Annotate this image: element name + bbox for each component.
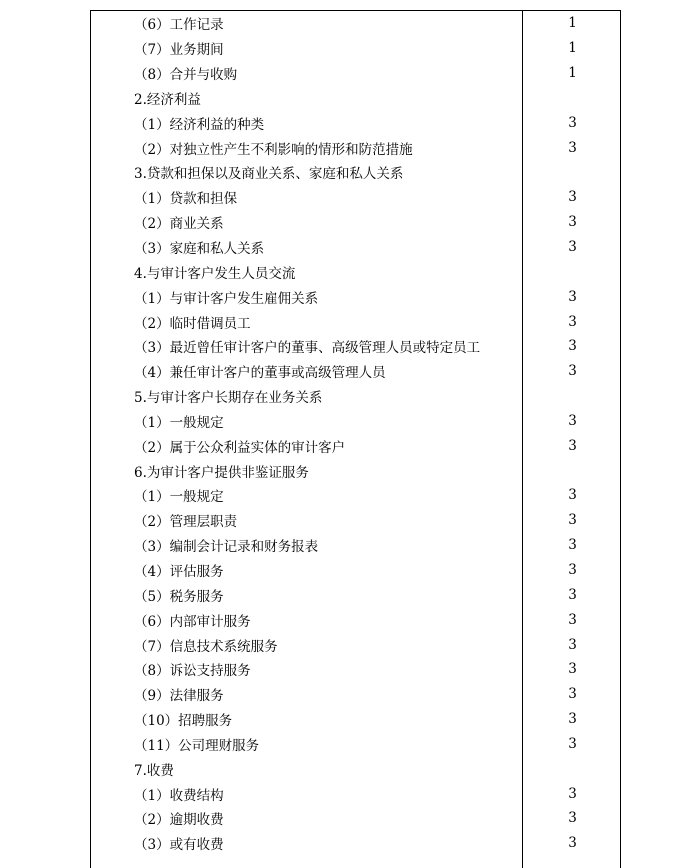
row-level: 3 [568,686,577,703]
row-level: 3 [568,363,577,380]
row-level: 3 [568,313,577,330]
table-row [91,36,620,61]
row-level: 3 [568,561,577,578]
table-row [91,309,620,334]
table-row [91,632,620,657]
table-row [91,458,620,483]
row-content: （2）商业关系 [134,216,224,233]
table-body [91,11,620,856]
row-content: （2）对独立性产生不利影响的情形和防范措施 [134,141,413,158]
row-content: （2）临时借调员工 [134,315,251,332]
row-content: （8）诉讼支持服务 [134,663,251,680]
table-row [91,409,620,434]
row-content: （2）管理层职责 [134,514,238,531]
table-row [91,508,620,533]
row-level: 1 [568,65,577,82]
table-row [91,86,620,111]
row-level: 1 [568,15,577,32]
table-row [91,334,620,359]
row-level: 3 [568,487,577,504]
table-row [91,359,620,384]
table-row [91,533,620,558]
row-content: （4）兼任审计客户的董事或高级管理人员 [134,365,386,382]
row-level: 3 [568,735,577,752]
row-content: （7）业务期间 [134,42,224,59]
row-content: 3.贷款和担保以及商业关系、家庭和私人关系 [134,166,404,183]
table-row [91,110,620,135]
table-row [91,682,620,707]
row-content: （9）法律服务 [134,688,224,705]
row-content: （6）内部审计服务 [134,613,251,630]
row-level: 3 [568,437,577,454]
table-row [91,707,620,732]
row-content: （2）属于公众利益实体的审计客户 [134,439,346,456]
table-row [91,731,620,756]
row-level: 3 [568,711,577,728]
table-row [91,831,620,856]
row-content: （3）最近曾任审计客户的董事、高级管理人员或特定员工 [134,340,481,357]
row-content: （1）与审计客户发生雇佣关系 [134,290,319,307]
row-content: （6）工作记录 [134,17,224,34]
row-content: （3）或有收费 [134,837,224,854]
row-level: 3 [568,239,577,256]
table-row [91,235,620,260]
table-row [91,11,620,36]
row-content: （1）经济利益的种类 [134,116,265,133]
row-content: 2.经济利益 [134,91,201,108]
row-level: 3 [568,114,577,131]
row-content: （1）收费结构 [134,787,224,804]
row-content: （3）家庭和私人关系 [134,241,265,258]
row-content: （4）评估服务 [134,563,224,580]
table-row [91,433,620,458]
table-row [91,284,620,309]
row-content: （3）编制会计记录和财务报表 [134,539,319,556]
row-level: 3 [568,810,577,827]
table-row [91,160,620,185]
row-content: （8）合并与收购 [134,67,238,84]
row-level: 3 [568,139,577,156]
row-level: 3 [568,785,577,802]
row-content: （1）贷款和担保 [134,191,238,208]
row-level: 3 [568,586,577,603]
table-row [91,384,620,409]
table-row [91,756,620,781]
table-row [91,607,620,632]
table-row [91,781,620,806]
table-right-border [620,10,621,868]
table-row [91,259,620,284]
table-row [91,582,620,607]
row-level: 3 [568,512,577,529]
row-level: 3 [568,835,577,852]
table-row [91,61,620,86]
row-content: 7.收费 [134,762,174,779]
row-content: 4.与审计客户发生人员交流 [134,265,296,282]
row-level: 3 [568,661,577,678]
row-level: 3 [568,611,577,628]
row-level: 3 [568,189,577,206]
row-level: 3 [568,537,577,554]
row-level: 3 [568,338,577,355]
row-level: 3 [568,288,577,305]
row-content: 6.为审计客户提供非鉴证服务 [134,464,309,481]
table-row [91,185,620,210]
row-level: 3 [568,412,577,429]
table-row [91,135,620,160]
table-row [91,210,620,235]
table-row [91,657,620,682]
row-level: 1 [568,40,577,57]
row-level: 3 [568,214,577,231]
row-content: （5）税务服务 [134,588,224,605]
row-content: （1）一般规定 [134,414,224,431]
row-content: （2）逾期收费 [134,812,224,829]
row-content: 5.与审计客户长期存在业务关系 [134,390,323,407]
row-content: （7）信息技术系统服务 [134,638,278,655]
row-content: （11）公司理财服务 [134,737,260,754]
row-content: （1）一般规定 [134,489,224,506]
table-row [91,806,620,831]
table-row [91,483,620,508]
row-content: （10）招聘服务 [134,713,233,730]
row-level: 3 [568,636,577,653]
table-row [91,558,620,583]
